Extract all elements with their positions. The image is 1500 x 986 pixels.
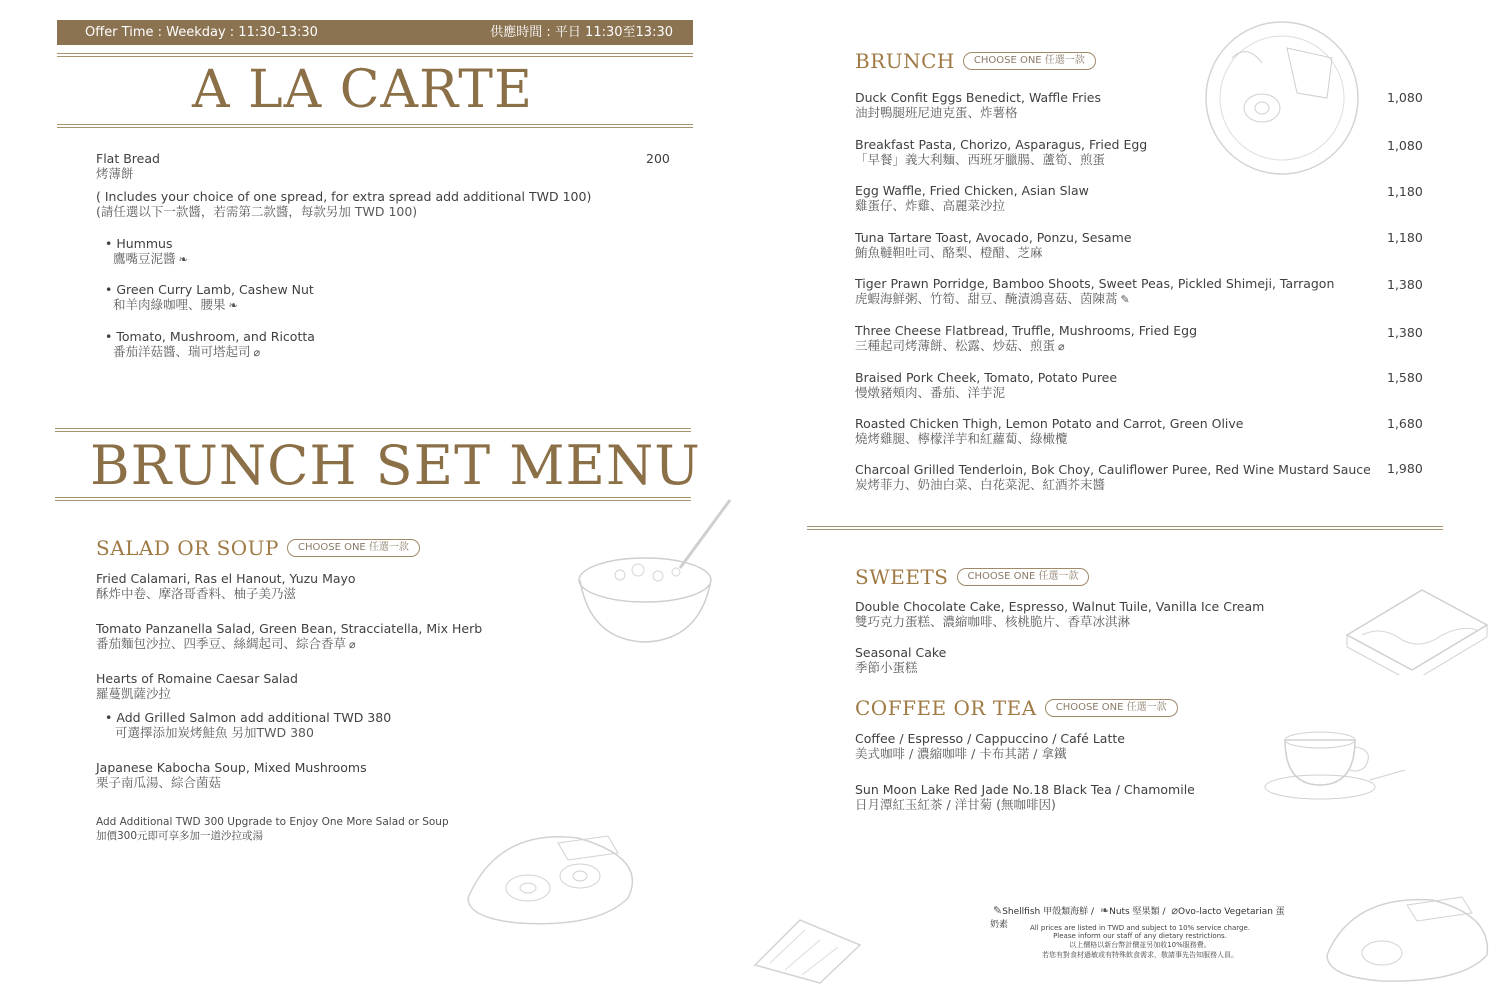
menu-item — [855, 137, 1147, 167]
note-en: ( Includes your choice of one spread, for extra spread add additional TWD 100) — [96, 189, 592, 204]
choose-one-badge: CHOOSE ONE 任選一款 — [287, 539, 420, 557]
item-name-zh: 烤薄餅 — [96, 166, 134, 181]
section-brunch — [855, 49, 1096, 73]
spread-note — [96, 189, 591, 219]
spread-item — [105, 236, 188, 267]
menu-item — [96, 671, 298, 701]
item-name-zh: 羅蔓凱薩沙拉 — [96, 686, 172, 701]
item-price: 1,080 — [1387, 138, 1423, 153]
item-name-zh: 「早餐」義大利麵、西班牙臘腸、蘆筍、煎蛋 — [855, 152, 1106, 167]
item-name-zh: 番茄麵包沙拉、四季豆、絲綢起司、綜合香草 — [96, 636, 347, 651]
nuts-icon: ❧ — [1099, 904, 1110, 917]
note-zh: (請任選以下一款醬，若需第二款醬，每款另加 TWD 100) — [96, 204, 418, 219]
item-price: 1,080 — [1387, 90, 1423, 105]
item-price: 200 — [646, 151, 670, 166]
item-price: 1,380 — [1387, 325, 1423, 340]
breakfast-illustration — [1312, 885, 1500, 985]
menu-item-flat-bread — [96, 151, 160, 181]
right-page — [750, 0, 1500, 986]
item-name-en: Fried Calamari, Ras el Hanout, Yuzu Mayo — [96, 571, 356, 586]
item-name-en: Three Cheese Flatbread, Truffle, Mushrooms, Fried Egg — [855, 323, 1198, 338]
item-name-en: Braised Pork Cheek, Tomato, Potato Puree — [855, 370, 1118, 385]
upgrade-note — [96, 815, 449, 843]
item-name-en: Tiger Prawn Porridge, Bamboo Shoots, Sweet Peas, Pickled Shimeji, Tarragon — [855, 276, 1335, 291]
fine-print-line: 若您有對食材過敏或有特殊飲食需求，敬請事先告知服務人員。 — [1042, 951, 1238, 959]
divider — [807, 526, 1443, 530]
section-heading: SWEETS — [855, 565, 949, 589]
item-name-zh: 鷹嘴豆泥醬 — [113, 251, 176, 266]
item-name-en: Tomato Panzanella Salad, Green Bean, Stracciatella, Mix Herb — [96, 621, 483, 636]
item-name-en: Charcoal Grilled Tenderloin, Bok Choy, Cauliflower Puree, Red Wine Mustard Sauce — [855, 462, 1371, 477]
shellfish-icon: ✎ — [993, 904, 1003, 917]
item-name-zh: 油封鴨腿班尼迪克蛋、炸薯格 — [855, 105, 1018, 120]
fine-print-line: 以上價格以新台幣計價並另加收10%服務費。 — [1069, 941, 1211, 949]
item-name-zh: 栗子南瓜湯、綜合菌菇 — [96, 775, 222, 790]
bread-illustration — [750, 905, 870, 985]
item-name-en: Duck Confit Eggs Benedict, Waffle Fries — [855, 90, 1102, 105]
fine-print — [1000, 924, 1280, 960]
menu-item — [855, 183, 1089, 213]
spread-item — [105, 282, 314, 313]
item-name-en: • Green Curry Lamb, Cashew Nut — [105, 282, 314, 297]
leaf-icon: ⌀ — [1058, 340, 1065, 353]
item-name-zh: 雞蛋仔、炸雞、高麗菜沙拉 — [855, 198, 1006, 213]
menu-item — [855, 90, 1101, 120]
item-name-zh: 燒烤雞腿、檸檬洋芋和紅蘿蔔、綠橄欖 — [855, 431, 1068, 446]
section-salad-soup — [96, 536, 420, 560]
menu-item — [855, 599, 1264, 629]
item-name-zh: 美式咖啡 / 濃縮咖啡 / 卡布其諾 / 拿鐵 — [855, 746, 1067, 761]
item-name-zh: 酥炸中卷、摩洛哥香料、柚子美乃滋 — [96, 586, 297, 601]
choose-one-badge: CHOOSE ONE 任選一款 — [1045, 699, 1178, 717]
item-name-en: Breakfast Pasta, Chorizo, Asparagus, Fried Egg — [855, 137, 1148, 152]
spread-item — [105, 329, 315, 360]
item-name-en: • Tomato, Mushroom, and Ricotta — [105, 329, 315, 344]
divider — [55, 428, 691, 432]
section-coffee-tea — [855, 696, 1178, 720]
leaf-icon: ⌀ — [349, 638, 356, 651]
fine-print-line: All prices are listed in TWD and subject to 10% service charge. — [1029, 924, 1251, 932]
section-heading: BRUNCH — [855, 49, 955, 73]
section-sweets — [855, 565, 1089, 589]
leaf-icon: ⌀ — [253, 346, 261, 359]
item-price: 1,580 — [1387, 370, 1423, 385]
item-price: 1,980 — [1387, 461, 1423, 476]
menu-item — [855, 370, 1117, 400]
item-name-en: • Hummus — [105, 236, 188, 251]
section-heading: COFFEE OR TEA — [855, 696, 1037, 720]
item-name-zh: 日月潭紅玉紅茶 / 洋甘菊 (無咖啡因) — [855, 797, 1056, 812]
sandwich-illustration — [1342, 585, 1492, 675]
fine-print-line: Please inform our staff of any dietary restrictions. — [1053, 932, 1227, 940]
offer-time-en: Offer Time : Weekday : 11:30-13:30 — [85, 25, 318, 40]
item-price: 1,680 — [1387, 416, 1423, 431]
item-name-en: Tuna Tartare Toast, Avocado, Ponzu, Sesame — [855, 230, 1132, 245]
item-price: 1,180 — [1387, 230, 1423, 245]
item-price: 1,180 — [1387, 184, 1423, 199]
menu-item — [855, 782, 1195, 812]
soup-bowl-illustration — [570, 490, 740, 650]
section-heading: SALAD OR SOUP — [96, 536, 279, 560]
item-name-zh: 可選擇添加炭烤鮭魚 另加TWD 380 — [115, 725, 314, 740]
legend-nuts: Nuts 堅果類 / — [1109, 907, 1166, 917]
legend-shellfish: Shellfish 甲殼類海鮮 / — [1002, 907, 1094, 917]
item-name-en: Coffee / Espresso / Cappuccino / Café Latte — [855, 731, 1125, 746]
item-name-en: Roasted Chicken Thigh, Lemon Potato and Carrot, Green Olive — [855, 416, 1244, 431]
offer-time-zh: 供應時間 : 平日 11:30至13:30 — [490, 25, 673, 40]
item-name-zh: 和羊肉綠咖哩、腰果 — [113, 297, 226, 312]
brunch-plate-illustration — [1202, 18, 1362, 178]
menu-item — [96, 760, 367, 790]
upgrade-note-zh: 加價300元即可享多加一道沙拉或湯 — [96, 830, 264, 842]
item-name-en: Sun Moon Lake Red Jade No.18 Black Tea / Chamomile — [855, 782, 1195, 797]
breakfast-plate-illustration — [458, 818, 658, 938]
menu-item — [855, 645, 946, 675]
offer-time-bar — [57, 20, 693, 45]
brunch-set-title: BRUNCH SET MENU — [90, 434, 701, 497]
menu-item — [855, 323, 1197, 354]
item-name-zh: 三種起司烤薄餅、松露、炒菇、煎蛋 — [855, 338, 1056, 353]
item-name-en: Hearts of Romaine Caesar Salad — [96, 671, 298, 686]
item-name-en: Double Chocolate Cake, Espresso, Walnut Tuile, Vanilla Ice Cream — [855, 599, 1265, 614]
legend-vegetarian: Ovo-lacto Vegetarian 蛋奶素 — [990, 907, 1285, 930]
menu-item — [855, 462, 1371, 492]
item-price: 1,380 — [1387, 277, 1423, 292]
menu-item — [855, 276, 1334, 307]
item-name-zh: 炭烤菲力、奶油白菜、白花菜泥、紅酒芥末醬 — [855, 477, 1106, 492]
item-name-zh: 番茄洋菇醬、瑞可塔起司 — [113, 344, 251, 359]
item-name-zh: 虎蝦海鮮粥、竹筍、甜豆、醃漬鴻喜菇、茵陳蒿 — [855, 291, 1118, 306]
shellfish-icon: ✎ — [1120, 293, 1130, 306]
item-name-en: Flat Bread — [96, 151, 160, 166]
item-name-en: Japanese Kabocha Soup, Mixed Mushrooms — [96, 760, 367, 775]
divider — [57, 124, 693, 128]
menu-item — [96, 571, 356, 601]
menu-item — [855, 230, 1132, 260]
item-name-en: Seasonal Cake — [855, 645, 947, 660]
nuts-icon: ❧ — [228, 299, 238, 312]
item-name-en: • Add Grilled Salmon add additional TWD 380 — [105, 710, 391, 725]
item-name-zh: 雙巧克力蛋糕、濃縮咖啡、核桃脆片、香草冰淇淋 — [855, 614, 1131, 629]
menu-item — [855, 731, 1125, 761]
menu-item — [855, 416, 1244, 446]
nuts-icon: ❧ — [178, 253, 188, 266]
menu-item-addon — [105, 710, 391, 740]
a-la-carte-title: A LA CARTE — [192, 60, 533, 120]
choose-one-badge: CHOOSE ONE 任選一款 — [957, 568, 1090, 586]
leaf-icon: ⌀ — [1171, 904, 1179, 917]
item-name-zh: 鮪魚韃靼吐司、酪梨、橙醋、芝麻 — [855, 245, 1043, 260]
item-name-zh: 慢燉豬頰肉、番茄、洋芋泥 — [855, 385, 1006, 400]
choose-one-badge: CHOOSE ONE 任選一款 — [963, 52, 1096, 70]
item-name-en: Egg Waffle, Fried Chicken, Asian Slaw — [855, 183, 1089, 198]
coffee-cup-illustration — [1260, 725, 1410, 805]
menu-item — [96, 621, 482, 652]
item-name-zh: 季節小蛋糕 — [855, 660, 918, 675]
upgrade-note-en: Add Additional TWD 300 Upgrade to Enjoy One More Salad or Soup — [96, 816, 449, 828]
divider — [57, 53, 693, 57]
